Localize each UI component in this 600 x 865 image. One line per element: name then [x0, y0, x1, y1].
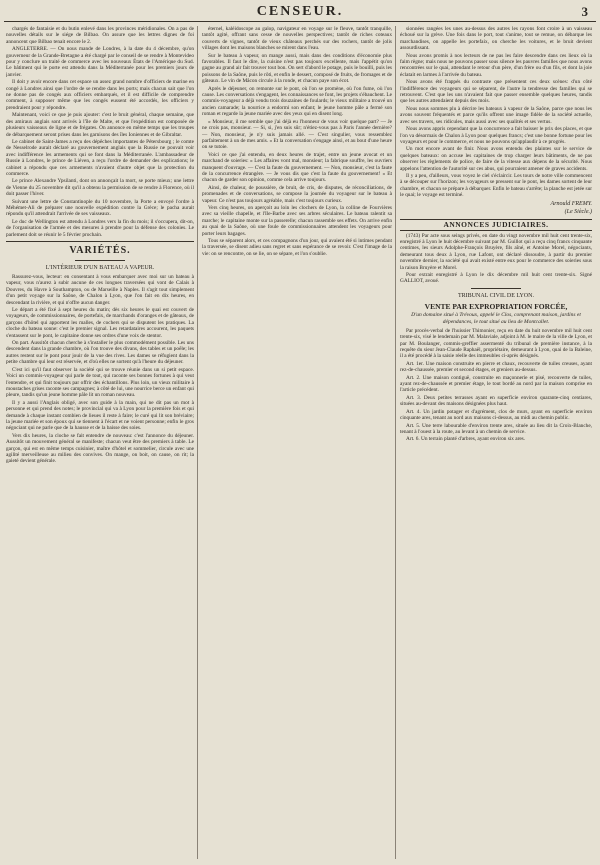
- announcement-paragraph: (1743) Par acte sous seings privés, en date du vingt novembre mil huit cent trente-six, enregistré à Lyon le huit décembre suivant par M. Guillot qui a reçu cinq francs cinquante centimes, les sieurs Adolphe-François Bruyère, fils aîné, et Antoine Morel, négociants, demeurant tous deux à Lyon, rue Lafont, ont déclaré dissoudre, à partir du premier novembre dernier, la société qui avait existé entre eux pour le commerce des soieries sous la raison Bruyère et Morel.: [400, 232, 592, 271]
- signature-source: (Le Siècle.): [564, 208, 592, 215]
- page-number: 3: [581, 4, 588, 19]
- feuilleton-paragraph: Nous avons été frappés du contraste que présentent ces deux scènes: d'un côté l'indifférence des voyageurs qui se séparent, de l'autre la tendresse des familles qui se retrouvent. C'est que les uns n'avaient fait que passer ensemble quelques heures, tandis que les autres attendaient depuis des mois.: [400, 79, 592, 105]
- column-divider: [197, 26, 198, 859]
- sale-subtitle: D'un domaine situé à Trévoux, appelé le Clos, comprenant maison, jardins et dépendances, le tout situé au lieu de Montcallet.: [411, 311, 581, 325]
- feuilleton-paragraph: Ainsi, de chaleur, de poussière, de bruit, de cris, de disputes, de réconciliations, de promenades et de conversations, se compose la journée du voyageur sur le bateau à vapeur. Ce n'est pas toujours agréable, mais c'est toujours curieux.: [202, 184, 392, 204]
- feuilleton-paragraph: Un mot encore avant de finir. Nous avons entendu des plaintes sur le service de quelques bateaux: on accuse les capitaines de trop charger leurs bâtiments, de ne pas observer les règlements de police, de faire de la vitesse aux dépens de la sécurité. Nous appelons l'attention de l'autorité sur ces abus, qui pourraient amener de graves accidents.: [400, 146, 592, 172]
- sale-paragraph: Par procès-verbal de l'huissier Thimonier, reçu en date du huit novembre mil huit cent trente-six, visé le lendemain par M. Malaviale, adjoint à M. le maire de la ville de Lyon, et par M. Boulanger, commis-greffier assermenté du tribunal de première instance, à la requête du sieur Jean-Claude Raphaël, propriétaire, demeurant à Lyon, quai de la Baleine, il a été procédé à la saisie réelle des immeubles ci-après désignés.: [400, 327, 592, 360]
- section-title: VARIÉTÉS.: [69, 245, 131, 256]
- feuilleton-paragraph: Vers cinq heures, on aperçoit au loin les clochers de Lyon, la colline de Fourvières avec sa vieille chapelle, et l'Ile-Barbe avec ses arbres séculaires. Le bateau ralentit sa marche; le capitaine monte sur la passerelle; chacun rassemble ses effets. On arrive enfin au quai de la Saône, où une foule de commissionnaires attendent les voyageurs pour porter leurs bagages.: [202, 204, 392, 237]
- feuilleton-paragraph: éternel, kaléidoscope au galop, navigateur en voyage sur le fleuve, tantôt tranquille, tantôt agité, offrant sans cesse de nouvelles perspectives; tantôt de riches coteaux couverts de vignes, tantôt de vieux châteaux perchés sur des rochers, tantôt de jolis villages dont les maisons blanches se mirent dans l'eau.: [202, 26, 392, 52]
- sale-paragraph: Art. 6. Un terrain planté d'arbres, ayant environ six ares.: [406, 436, 526, 443]
- tribunal-heading: TRIBUNAL CIVIL DE LYON.: [458, 292, 534, 299]
- article-paragraph: ANGLETERRE. — On nous mande de Londres, à la date du 4 décembre, qu'on gouverneur de la Grande-Bretagne a été chargé par le conseil de se rendre à Montevideo pour y conclure un traité de commerce avec les nouveaux États de l'Amérique du Sud. Le bâtiment qui le porte est attendu dans la Méditerranée pour les premiers jours de janvier.: [6, 46, 194, 78]
- feuilleton-paragraph: Nous avons promis à nos lecteurs de ne pas les faire descendre dans ces lieux où la faim règne; mais nous ne pouvons passer sous silence les pauvres familles que nous avons rencontrées sur le quai, attendant le retour d'un père, d'un frère ou d'un fils, et dont la joie éclatait en larmes à l'arrivée du bateau.: [400, 52, 592, 78]
- article-paragraph: Le duc de Wellington est attendu à Londres vers la fin du mois; il s'occupera, dit-on, de l'organisation de l'armée et des mesures à prendre pour la défense des colonies. Le parlement doit se réunir le 5 février prochain.: [6, 218, 194, 238]
- short-rule: [471, 288, 521, 289]
- feuilleton-paragraph: Nous nous sommes plu à décrire les bateaux à vapeur de la Saône, parce que nous les avons souvent fréquentés et parce qu'ils offrent une image fidèle de la société actuelle, avec ses travers, ses ridicules, mais aussi avec ses qualités et ses vertus.: [400, 105, 592, 125]
- feuilleton-paragraph: Voici ce que j'ai entendu, en deux heures de trajet, entre un jeune avocat et un marchand de soieries: « Les affaires vont mal, monsieur; la fabrique souffre, les ouvriers manquent d'ouvrage. — C'est la faute du gouvernement. — Non, monsieur, c'est la faute de la concurrence étrangère. — Je vous dis que c'est la faute du gouvernement! » Et chacun de garder son opinion, comme cela arrive toujours.: [202, 151, 392, 184]
- column-left: [6, 26, 194, 861]
- announcement-paragraph: Pour extrait enregistré à Lyon le dix décembre mil huit cent trente-six. Signé GALLIOT, avoué.: [400, 272, 592, 285]
- section-rule: [6, 241, 194, 242]
- feuilleton-title: L'INTÉRIEUR D'UN BATEAU A VAPEUR.: [45, 265, 155, 271]
- feuilleton-paragraph: Nous avons appris cependant que la concurrence a fait baisser le prix des places, et que l'on va désormais de Chalon à Lyon pour quelques francs; c'est une bonne fortune pour les voyageurs et pour le commerce, et nous ne pouvons qu'applaudir à ce progrès.: [400, 126, 592, 145]
- article-paragraph: Le cabinet de Saint-James a reçu des dépêches importantes de Pétersbourg ; le comte de Nesselrode aurait déclaré au gouvernement anglais que la Russie ne pouvait voir avec indifférence les armements qui se font dans la Méditerranée. L'ambassadeur de Russie à Londres, le prince de Liéven, a reçu l'ordre de demander des explications; le cabinet a répondu que ces armements n'avaient d'autre objet que la protection du commerce.: [6, 138, 194, 177]
- column-right: [400, 26, 592, 861]
- feuilleton-paragraph: Le départ a été fixé à sept heures du matin; dès six heures le quai est couvert de voyageurs, de commissionnaires, de portefaix, de marchands d'oranges et de gâteaux, de garçons d'hôtel qui apportent les malles, de cochers qui se disputent les pratiques. La cloche du bateau sonne: c'est le premier signal. Les retardataires accourent, les paquets s'entassent sur le pont, le capitaine donne ses ordres d'une voix de stentor.: [6, 307, 194, 339]
- feuilleton-paragraph: Rassurez-vous, lecteur: en consentant à vous embarquer avec moi sur un bateau à vapeur, vous n'aurez à subir aucune de ces longues traversées qui vont de Calais à Douvres, du Havre à Southampton, ou de Marseille à Naples. Il s'agit tout simplement d'un petit voyage sur la Saône, de Chalon à Lyon, que l'on fait en dix heures, en descendant la rivière, et qui n'offre aucun danger.: [6, 274, 194, 306]
- feuilleton-paragraph: Il y a peu, d'ailleurs, vous voyez le ciel s'éclaircir. Les tours de notre ville commencent à se découper sur l'horizon; les voyageurs se pressent sur le pont, les dames sortent de leur chambre, et chacun se prépare à débarquer. Enfin le bateau s'arrête; la planche est jetée sur le quai; le voyage est terminé.: [400, 172, 592, 199]
- feuilleton-paragraph: Après le déjeuner, on remonte sur le pont, où l'on se promène, où l'on fume, où l'on cause. Les conversations s'engagent, les connaissances se font, les projets s'ébauchent. Le commis-voyageur a déjà vendu trois douzaines de foulards; le vieux militaire a trouvé un ancien camarade; la nourrice a endormi son enfant; le jeune homme pâle a fermé son roman et regarde la jeune mariée avec des yeux qui en disent long.: [202, 85, 392, 118]
- column-divider: [395, 26, 396, 859]
- article-paragraph: Suivant une lettre de Constantinople du 10 novembre, la Porte a envoyé l'ordre à Méhémet-Ali de préparer une nouvelle expédition contre la Grèce; le pacha aurait répondu qu'il attendrait l'arrivée de ses vaisseaux.: [6, 198, 194, 218]
- feuilleton-paragraph: C'est ici qu'il faut observer la société qui se trouve réunie dans un si petit espace. Voici un commis-voyageur qui parle de tout, qui raconte ses bonnes fortunes à qui veut l'entendre, et qui finit toujours par offrir des échantillons. Plus loin, un vieux militaire à moustaches grises raconte ses campagnes; à côté de lui, une nourrice berce un enfant qui pleure, tandis qu'un jeune homme pâle lit un roman nouveau.: [6, 366, 194, 399]
- sale-paragraph: Art. 1er. Une maison construite en pierre et chaux, recouverte de tuiles creuses, ayant rez-de-chaussée, premier et second étages, et greniers au-dessus.: [400, 360, 592, 374]
- column-middle: [202, 26, 392, 861]
- feuilleton-paragraph: Sur le bateau à vapeur, on mange aussi, mais dans des conditions d'économie plus favorables. Il faut le dire, la cuisine n'est pas toujours excellente, mais l'appétit qu'on gagne au grand air fait trouver tout bon. On sert d'abord le potage, puis le bouilli, puis les poissons de la Saône, puis le rôti, et enfin le dessert, composé de fruits, de fromages et de gâteaux. Le vin de Mâcon circule à la ronde, et chacun paye son écot.: [202, 52, 392, 85]
- feuilleton-paragraph: On part. Aussitôt chacun cherche à s'installer le plus commodément possible. Les uns descendent dans la grande chambre, où l'on trouve des divans, des tables et un poêle; les autres restent sur le pont pour jouir de la vue des rives. Les dames se réfugient dans la petite chambre qui leur est réservée, et d'où elles ne sortent qu'à l'heure du déjeuner.: [6, 340, 194, 366]
- feuilleton-paragraph: Vers dix heures, la cloche se fait entendre de nouveau: c'est l'annonce du déjeuner. Aussitôt un mouvement général se manifeste; chacun veut être des premiers à table. Le garçon, qui est en même temps cuisinier, maître d'hôtel et sommelier, circule avec une agilité merveilleuse au milieu des convives. On mange, on boit, on cause, on rit; la gaieté devient générale.: [6, 432, 194, 465]
- sale-paragraph: Art. 5. Une terre labourable d'environ trente ares, située au lieu dit la Croix-Blanche, tenant à l'ouest à la route, au levant à un chemin de service.: [400, 422, 592, 435]
- top-rule: [4, 21, 596, 22]
- article-paragraph: chargés de fantaisie et du butin enlevé dans les provinces méridionales. On a pas de nouvelles détails sur le siége de Bilbao. On assure que les lettres dignes de foi annoncent que Bilbao tenait encore le 2.: [6, 26, 194, 45]
- feuilleton-paragraph: sionnées rangées les unes au-dessus des autres les rayons font croire à un vaisseau échoué sur la grève. Une fois dans le port, tout s'anime, tout se remue, on débarque les marchandises, on appelle les portefaix, on cherche les voitures, et le bruit devient assourdissant.: [400, 26, 592, 52]
- sale-title: VENTE PAR EXPROPRIATION FORCÉE,: [424, 301, 568, 311]
- article-paragraph: Maintenant, voici ce que je puis ajouter: c'est le bruit général, chaque semaine, que des amiraux anglais sont arrivés à l'île de Malte, et que l'expédition est composée de plusieurs vaisseaux de ligne et de frégates. On annonce en même temps que les troupes de débarquement seront prises dans les garnisons des îles Ioniennes et de Gibraltar.: [6, 112, 194, 138]
- feuilleton-paragraph: Tous se séparent alors, et ces compagnons d'un jour, qui avaient été si intimes pendant la traversée, se disent adieu sans regret et sans espérance de se revoir. C'est l'image de la vie: on se rencontre, on se lie, on se sépare, et l'on s'oublie.: [202, 238, 392, 257]
- sale-paragraph: Art. 4. Un jardin potager et d'agrément, clos de murs, ayant en superficie environ cinquante ares, tenant au nord aux maisons ci-dessus, au midi au chemin public.: [400, 408, 592, 422]
- short-rule: [75, 260, 125, 261]
- feuilleton-paragraph: « Monsieur, il me semble que j'ai déjà eu l'honneur de vous voir quelque part? — Je ne crois pas, monsieur. — Si, si, j'en suis sûr; n'étiez-vous pas à Paris l'année dernière? — Non, monsieur, je n'y suis jamais allé. — C'est singulier, vous ressemblez parfaitement à un de mes amis. » Et la conversation s'engage ainsi, et au bout d'une heure on se tutoie.: [202, 118, 392, 151]
- sale-paragraph: Art. 2. Une maison contiguë, construite en maçonnerie et pisé, recouverte de tuiles, ayant rez-de-chaussée et premier étage, le tout bordé au nord par la maison comprise en l'article précédent.: [400, 374, 592, 394]
- sale-paragraph: Art. 3. Deux petites terrasses ayant en superficie environ quarante-cinq centiares, situées au-devant des maisons désignées plus haut.: [400, 394, 592, 408]
- newspaper-title: CENSEUR.: [256, 4, 344, 19]
- article-paragraph: Le prince Alexandre Ypsilanti, dont on annonçait la mort, se porte mieux; une lettre de Vienne du 25 novembre dit qu'il a obtenu la permission de se rendre à Florence, où il doit passer l'hiver.: [6, 178, 194, 198]
- author-signature: Arnould FREMY.: [550, 200, 592, 207]
- feuilleton-paragraph: Il y a aussi l'Anglais obligé, avec son guide à la main, qui ne dit pas un mot à personne et qui prend des notes; le provincial qui va à Lyon pour la première fois et qui demande à chaque instant combien de lieues il reste à faire; le curé qui lit son bréviaire; la jeune mariée et son époux qui se tiennent à l'écart et ne voient personne; enfin le gros négociant qui ne parle que de la hausse et de la baisse des soies.: [6, 399, 194, 432]
- article-paragraph: Il doit y avoir encore dans cet espace un assez grand nombre d'officiers de marine en congé à Londres ainsi que l'ordre de se rendre dans les ports; mais chacun sait que l'on ne donne pas de congés aux officiers embarqués, et il est difficile de comprendre comment, à supposer même que les congés eussent été accordés, les officiers y prendraient pour y répondre.: [6, 79, 194, 111]
- masthead: [0, 4, 600, 20]
- announcements-heading: ANNONCES JUDICIAIRES.: [400, 219, 592, 231]
